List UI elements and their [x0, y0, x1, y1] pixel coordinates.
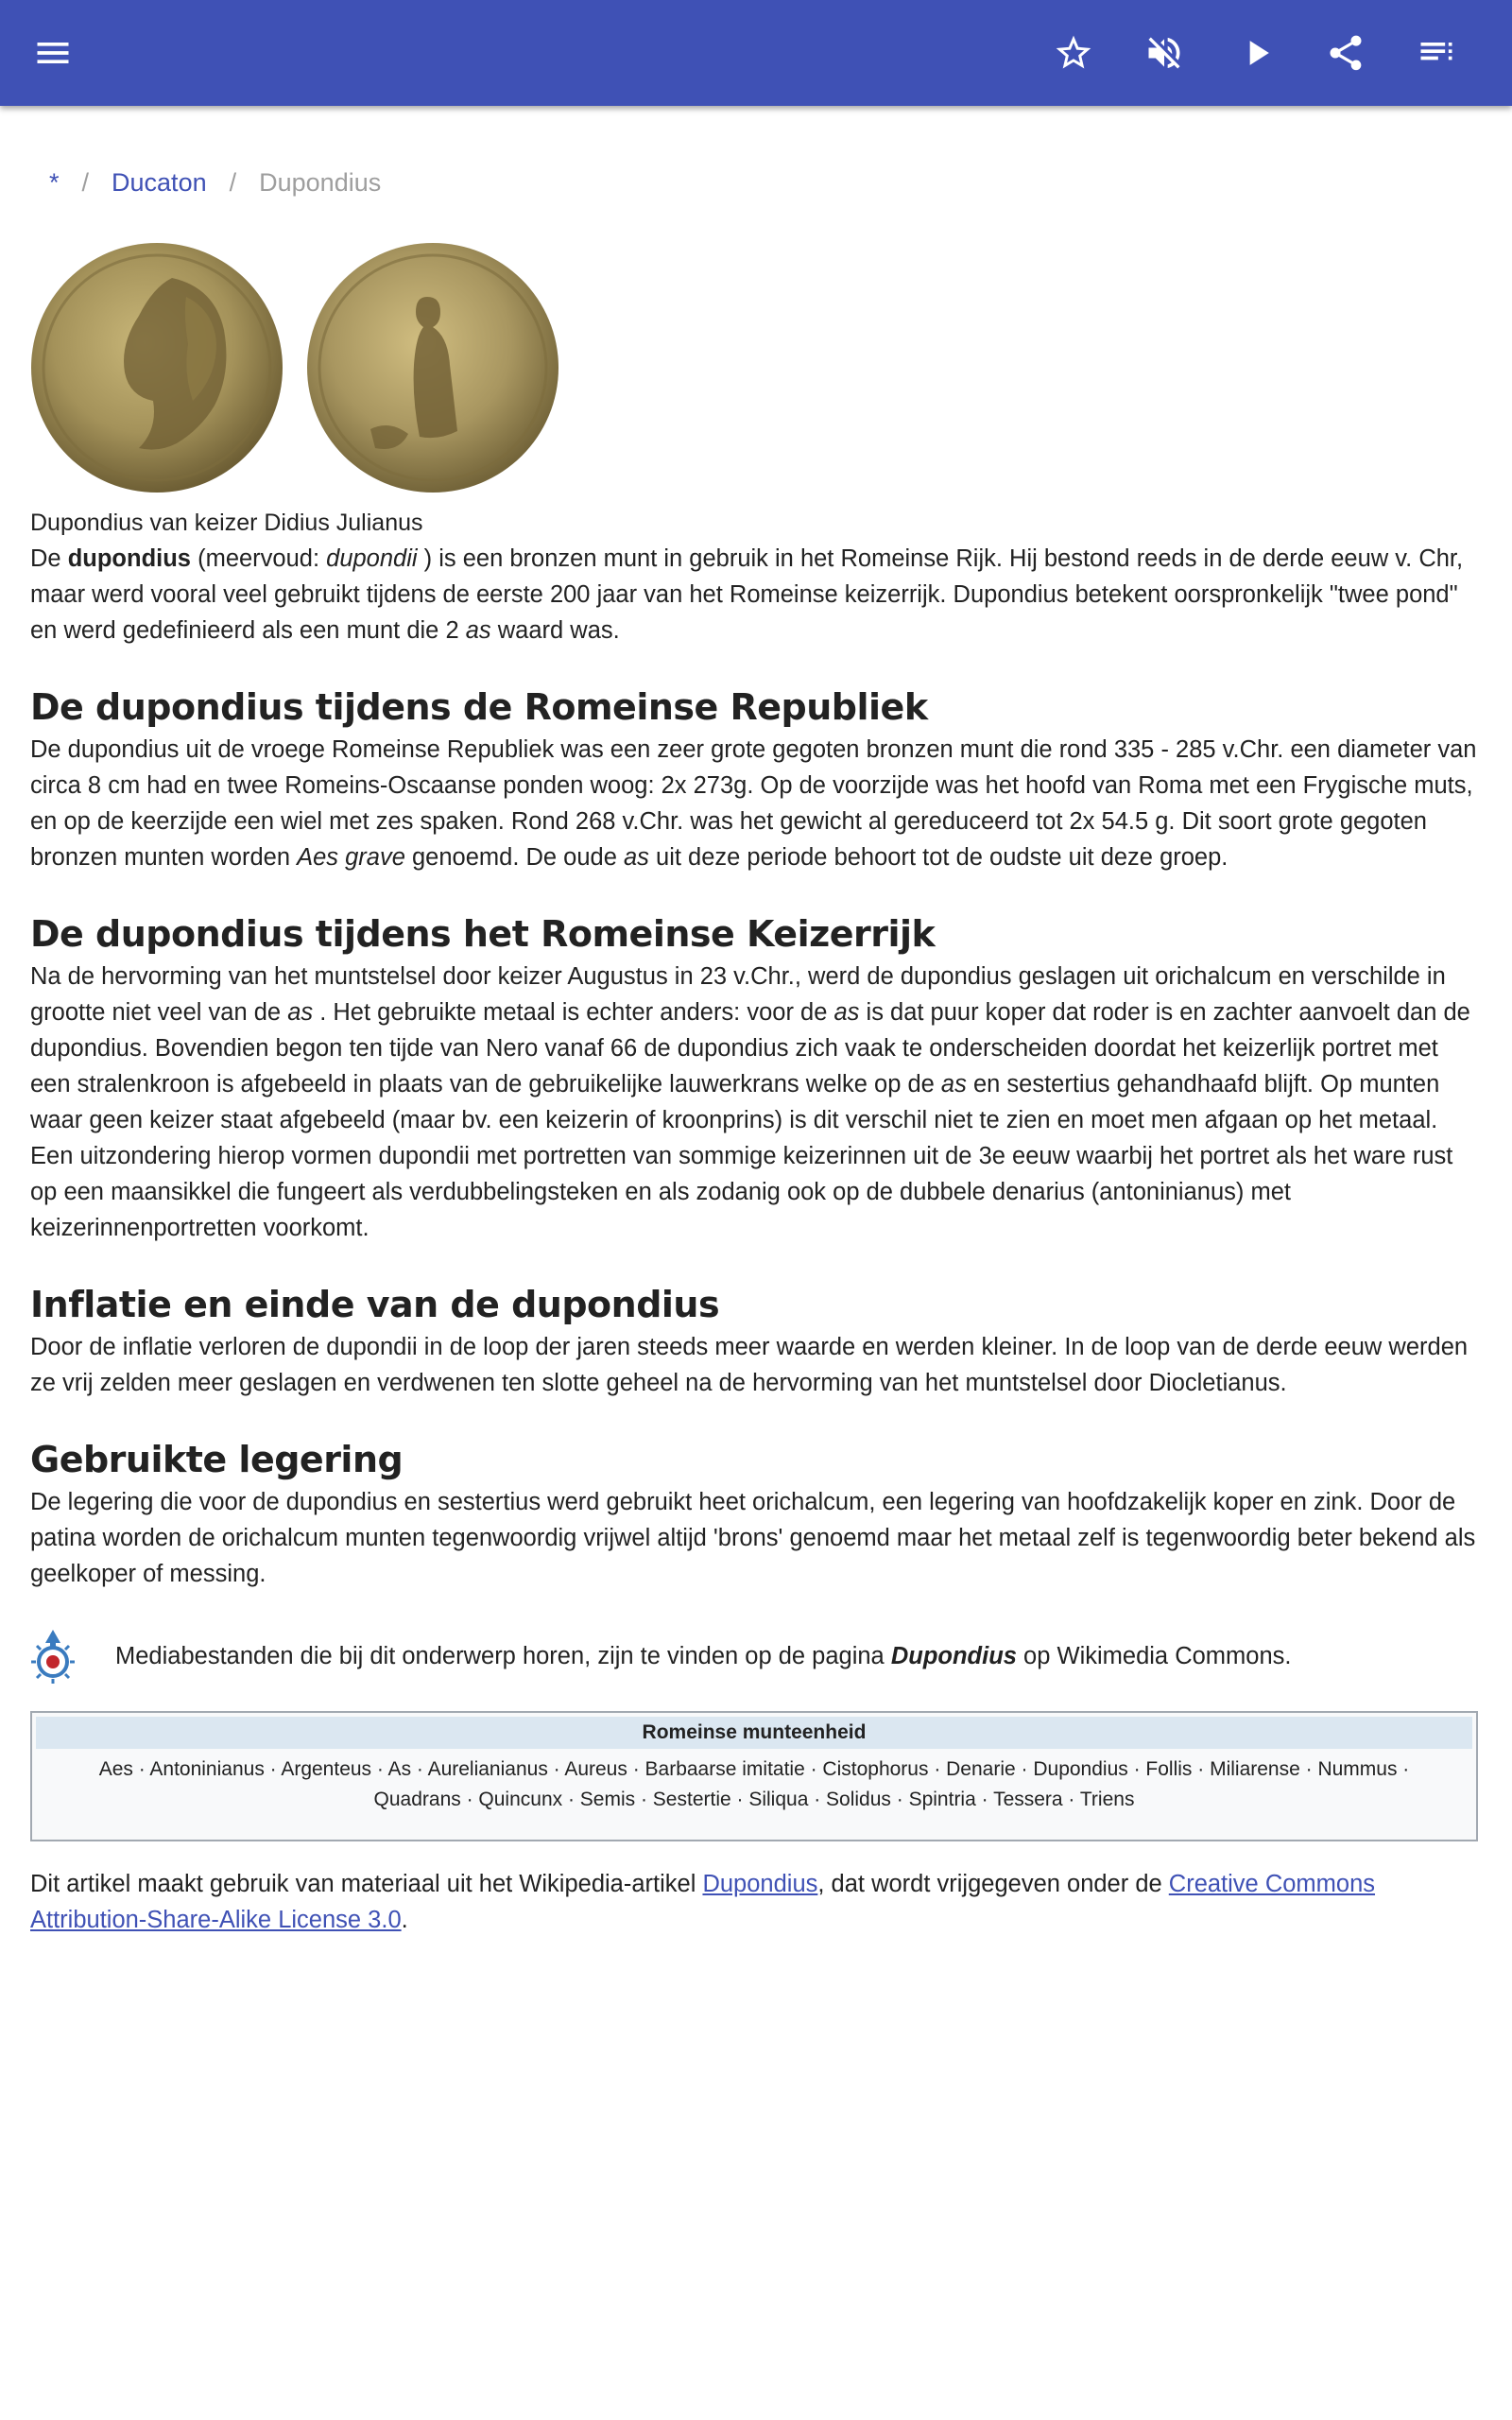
- text: op Wikimedia Commons.: [1016, 1643, 1292, 1669]
- section-heading-republic: De dupondius tijdens de Romeinse Republiek: [30, 686, 928, 728]
- text: De: [30, 545, 68, 572]
- navbox-line: Aes · Antoninianus · Argenteus · As · Aurelianianus · Aureus · Barbaarse imitatie · Cistophorus · Denarie · Dupondius · Follis · Miliarense · Nummus ·: [98, 1758, 1410, 1780]
- breadcrumb: [49, 168, 381, 198]
- term-italic: Aes grave: [297, 844, 405, 871]
- text: en sestertius gehandhaafd blijft. Op munten waar geen keizer staat afgebeeld (maar bv. een keizerin of kroonprins) is dit verschil niet te zien en moet men afgaan op het metaal. Een uitzondering hierop vormen dupondii met portretten van sommige keizerinnen uit de 3e eeuw waarbij het portret als het ware rust op een maansikkel die fungeert als verdubbelingsteken en als zodanig ook op de dubbele denarius (antoninianus) met keizerinnenportretten voorkomt.: [30, 1071, 1453, 1241]
- play-icon[interactable]: [1228, 25, 1285, 81]
- navbox: [30, 1711, 1478, 1841]
- breadcrumb-separator: /: [81, 168, 90, 197]
- commons-text: [115, 1638, 1291, 1674]
- term-italic: as: [940, 1071, 967, 1098]
- term-italic: as: [833, 999, 860, 1026]
- text: waard was.: [490, 617, 620, 644]
- intro-paragraph: [30, 541, 1482, 648]
- playlist-icon[interactable]: [1408, 25, 1465, 81]
- text: , dat wordt vrijgegeven onder de: [817, 1871, 1169, 1897]
- navbox-title: Romeinse munteenheid: [36, 1717, 1472, 1749]
- section-paragraph-inflation: Door de inflatie verloren de dupondii in de loop der jaren steeds meer waarde en werden kleiner. In de loop van de derde eeuw werden ze vrij zelden meer geslagen en verdwenen ten slotte geheel na de hervorming van het muntstelsel door Diocletianus.: [30, 1334, 1469, 1396]
- section-heading-inflation: Inflatie en einde van de dupondius: [30, 1284, 720, 1325]
- coin-obverse: [31, 243, 283, 493]
- text: .: [401, 1907, 408, 1933]
- license-link[interactable]: Creative Commons Attribution-Share-Alike License 3.0: [30, 1871, 1376, 1933]
- breadcrumb-home-link[interactable]: *: [49, 168, 60, 197]
- text: uit deze periode behoort tot de oudste uit deze groep.: [648, 844, 1228, 871]
- share-icon[interactable]: [1317, 25, 1374, 81]
- section-paragraph-republic: [30, 732, 1482, 875]
- breadcrumb-separator: /: [229, 168, 237, 197]
- section-paragraph-alloy: De legering die voor de dupondius en sestertius werd gebruikt heet orichalcum, een legering van hoofdzakelijk koper en zink. Door de patina worden de orichalcum munten tegenwoordig vrijwel altijd 'brons' genoemd maar het metaal zelf is tegenwoordig beter bekend als geelkoper of messing.: [30, 1489, 1476, 1587]
- commons-page-name: Dupondius: [890, 1643, 1017, 1669]
- term-italic: as: [465, 617, 491, 644]
- wikipedia-article-link[interactable]: Dupondius: [702, 1871, 818, 1897]
- text: genoemd. De oude: [404, 844, 624, 871]
- term-italic: as: [624, 844, 649, 871]
- navbox-items: [36, 1749, 1472, 1815]
- coin-image[interactable]: [30, 240, 559, 495]
- article-body: [30, 541, 1482, 1938]
- license-footer: [30, 1866, 1482, 1938]
- star-outline-icon[interactable]: [1045, 25, 1102, 81]
- term-bold: dupondius: [67, 545, 191, 572]
- commons-notice: [30, 1628, 1482, 1685]
- text: Dit artikel maakt gebruik van materiaal uit het Wikipedia-artikel: [30, 1871, 703, 1897]
- app-bar: [0, 0, 1512, 106]
- term-italic: as: [287, 999, 314, 1026]
- volume-off-icon[interactable]: [1136, 25, 1193, 81]
- breadcrumb-current: Dupondius: [259, 168, 382, 197]
- navbox-line: Quadrans · Quincunx · Semis · Sestertie · Siliqua · Solidus · Spintria · Tessera · Triens: [373, 1789, 1135, 1810]
- text: ) is een bronzen munt in gebruik in het Romeinse Rijk. Hij bestond reeds in de derde eeuw v. Chr, maar werd vooral veel gebruikt tijdens de eerste 200 jaar van het Romeinse keizerrijk. Dupondius betekent oorspronkelijk "twee pond" en werd gedefinieerd als een munt die 2: [30, 545, 1464, 644]
- breadcrumb-parent-link[interactable]: Ducaton: [112, 168, 207, 197]
- section-heading-alloy: Gebruikte legering: [30, 1439, 404, 1480]
- text: (meervoud:: [191, 545, 327, 572]
- text: is dat puur koper dat roder is en zachter aanvoelt dan de dupondius. Bovendien begon ten tijde van Nero vanaf 66 de dupondius zich vaak te onderscheiden doordat het keizerlijk portret met een stralenkroon is afgebeeld in plaats van de gebruikelijke lauwerkrans welke op de: [30, 999, 1470, 1098]
- menu-icon[interactable]: [25, 25, 81, 81]
- section-paragraph-empire: [30, 959, 1482, 1246]
- text: De dupondius uit de vroege Romeinse Republiek was een zeer grote gegoten bronzen munt die rond 335 - 285 v.Chr. een diameter van circa 8 cm had en twee Romeins-Oscaanse ponden woog: 2x 273g. Op de voorzijde was het hoofd van Roma met een Frygische muts, en op de keerzijde een wiel met zes spaken. Rond 268 v.Chr. was het gewicht al gereduceerd tot 2x 54.5 g. Dit soort grote gegoten bronzen munten worden: [30, 736, 1477, 871]
- term-italic: dupondii: [326, 545, 418, 572]
- text: Mediabestanden die bij dit onderwerp horen, zijn te vinden op de pagina: [115, 1643, 891, 1669]
- wikimedia-commons-icon: [30, 1628, 76, 1685]
- coin-reverse: [307, 243, 558, 493]
- image-caption: Dupondius van keizer Didius Julianus: [30, 510, 423, 536]
- text: Na de hervorming van het muntstelsel door keizer Augustus in 23 v.Chr., werd de dupondius geslagen uit orichalcum en verschilde in grootte niet veel van de: [30, 963, 1446, 1026]
- section-heading-empire: De dupondius tijdens het Romeinse Keizerrijk: [30, 913, 936, 955]
- text: . Het gebruikte metaal is echter anders: voor de: [313, 999, 834, 1026]
